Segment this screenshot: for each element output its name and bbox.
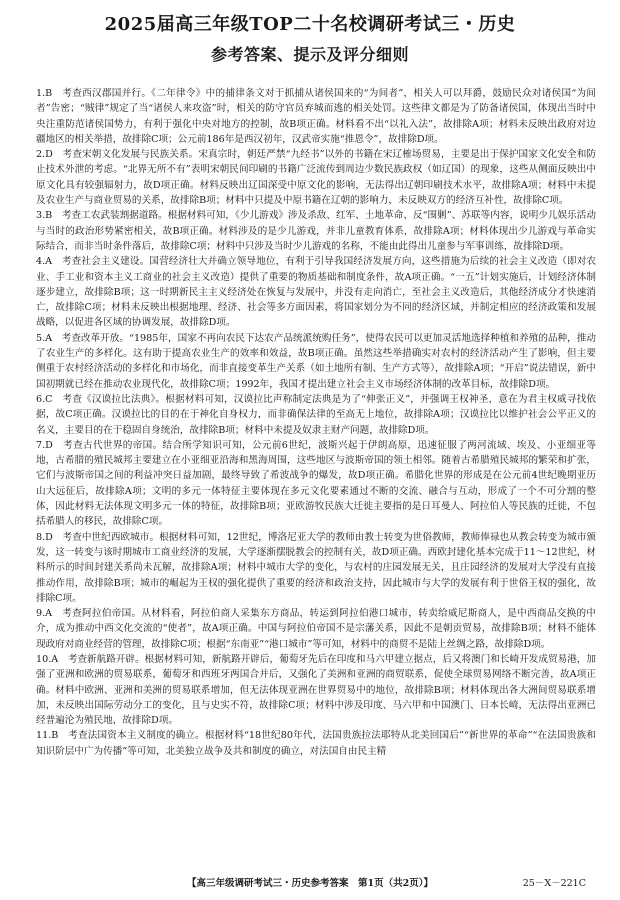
answer-text: 考查古代世界的帝国。结合所学知识可知，公元前6世纪，波斯兴起于伊朗高原，迅速征服了两河流域、埃及、小亚细亚等地，古希腊的殖民城邦主要建立在小亚细亚沿海和黑海周围，这些地区与波斯帝国的领土相邻。随着古希腊殖民城邦的繁荣和扩张，它们与波斯帝国之间的利益冲突日益加剧，最终导致了希波战争的爆发，故D项正确。希腊化世界的形成是在公元前4世纪晚期亚历山大远征后，故排除A项；文明的多元一体特征主要体现在多元文化要素通过不断的交流、融合与互动，形成了一个不可分割的整体，因此材料无法体现文明多元一体的特征，故排除B项；亚欧游牧民族大迁徙主要指的是日耳曼人、阿拉伯人等民族的迁徙，不包括希腊人的移民，故排除C项。 (36, 439, 597, 528)
answer-text: 考查工农武装割据道路。根据材料可知，《少儿游戏》涉及杀敌、红军、土地革命、反“围剿”、苏联等内容，说明少儿娱乐活动与当时的政治形势紧密相关，故B项正确。材料涉及的是少儿游戏，并非儿童教育体系，故排除A项；材料体现出少儿游戏与革命实际结合，而非当时条件落后，故排除C项；材料中只涉及当时少儿游戏的名称，不能由此得出儿童参与军事训练，故排除D项。 (36, 210, 597, 252)
answer-text: 考查法国资本主义制度的确立。根据材料“18世纪80年代，法国贵族拉法耶特从北美回国后”“新世界的革命”“在法国贵族和知识阶层中广为传播”等可知，北美独立战争及共和制度的确立，对法国自由民主精 (36, 730, 597, 757)
answer-text: 考查阿拉伯帝国。从材料看，阿拉伯商人采集东方商品，转运到阿拉伯港口城市，转卖给威尼斯商人，是中西商品交换的中介，成为推动中西文化交流的“使者”，故A项正确。中国与阿拉伯帝国不是宗藩关系，因此不是朝贡贸易，故排除B项；材料不能体现政府对商业经营的管理，故排除C项；根据“东南亚”“港口城市”等可知，材料中的商贸不是陆上丝绸之路，故排除D项。 (36, 608, 597, 650)
answer-text: 考查改革开放。“1985年，国家不再向农民下达农产品统派统购任务”，使得农民可以更加灵活地选择种植和养殖的品种，推动了农业生产的多样化。这有助于提高农业生产的效率和效益，故B项正确。虽然这些举措确实对农村的经济活动产生了影响，但主要侧重于农村经济活动的多样化和市场化，而非直接变革生产关系（如土地所有制、生产方式等），故排除A项；“开启”说法错误，新中国初期就已经在推动农业现代化，故排除C项；1992年，我国才提出建立社会主义市场经济体制的改革目标，故排除D项。 (36, 332, 596, 390)
answer-item-5 (36, 331, 596, 392)
answer-item-10 (36, 652, 596, 728)
answer-number: 5.A (36, 332, 53, 344)
answer-number: 6.C (36, 393, 53, 405)
answer-list (36, 86, 596, 759)
answer-number: 2.D (36, 149, 53, 161)
answer-number: 1.B (36, 88, 53, 99)
answer-item-6 (36, 392, 596, 438)
answer-text: 考查宋朝文化发展与民族关系。宋真宗时，朝廷严禁“九经书”以外的书籍在宋辽榷场贸易，主要是出于保护国家文化安全和防止技术外泄的考虑。“北界无所不有”表明宋朝民间印刷的书籍广泛流传到周边少数民族政权（如辽国）的现象，这些从侧面反映出中原文化具有较强辐射力，故D项正确。材料反映出辽国深受中原文化的影响，无法得出辽朝印刷技术水平，故排除A项；材料中未提及农业生产与商业贸易的关系，故排除B项；材料中只提及中原书籍在辽朝的影响力，未反映双方的经济互补性，故排除C项。 (36, 149, 596, 207)
answer-number: 4.A (36, 256, 53, 268)
answer-number: 10.A (36, 653, 59, 665)
answer-item-11 (36, 728, 596, 759)
answer-text: 考查西汉郡国并行。《二年律令》中的捕律条文对于抓捕从诸侯国来的“为间者”，相关人可以拜爵，鼓励民众对诸侯国“为间者”告密；“贼律”规定了当“诸侯人来攻盗”时，相关的防守官员弃城而逃的相关处罚。这些律文都是为了防备诸侯国，体现出当时中央注重防范诸侯国势力，有利于强化中央对地方的控制，故B项正确。材料看不出“以礼入法”，故排除A项；材料未反映出政府对边疆地区的相关举措，故排除C项；公元前186年是西汉初年，汉武帝实施“推恩令”，故排除D项。 (36, 88, 596, 145)
answer-item-7 (36, 438, 596, 530)
answer-text: 考查中世纪西欧城市。根据材料可知，12世纪，博洛尼亚大学的教师由教士转变为世俗教师，教师俸禄也从教会转变为城市颁发，这一转变与该时期城市工商业经济的发展，大学逐渐摆脱教会的控制有关，故D项正确。西欧封建化基本完成于11～12世纪，材料所示的时间封建关系尚未瓦解，故排除A项；材料中城市大学的变化，与农村的庄园发展无关，且庄园经济的发展对大学没有直接推动作用，故排除B项；城市的崛起为王权的强化提供了重要的经济和政治支持，因此城市与大学的发展有利于世俗王权的强化，故排除C项。 (36, 531, 596, 604)
footer-page-info: 【高三年级调研考试三・历史参考答案 第1页（共2页）】 (187, 878, 433, 889)
page-title: 2025届高三年级TOP二十名校调研考试三・历史 (104, 14, 516, 35)
answer-item-4 (36, 254, 596, 330)
answer-item-3 (36, 208, 596, 254)
answer-item-9 (36, 606, 596, 652)
answer-item-8 (36, 530, 596, 606)
answer-number: 7.D (36, 439, 53, 451)
answer-number: 3.B (36, 210, 53, 222)
page-subtitle: 参考答案、提示及评分细则 (210, 45, 409, 64)
answer-text: 考查新航路开辟。根据材料可知，新航路开辟后，葡萄牙先后在印度和马六甲建立据点，后又将澳门和长崎开发成贸易港，加强了亚洲和欧洲的贸易联系，葡萄牙和西班牙两国合并后，又强化了美洲和亚洲的商贸联系，促使全球贸易网络不断完善，故A项正确。材料中欧洲、亚洲和美洲的贸易联系增加，但无法体现亚洲在世界贸易中的地位，故排除B项；材料体现出各大洲间贸易联系增加，未反映出国际劳动分工的变化，且与史实不符，故排除C项；材料中涉及印度、马六甲和中国澳门、日本长崎，无法得出亚洲已经普遍沦为殖民地，故排除D项。 (36, 653, 597, 727)
answer-text: 考查《汉谟拉比法典》。根据材料可知，汉谟拉比声称制定法典是为了“伸张正义”，并强调王权神圣，意在为君主权威寻找依据，故C项正确。汉谟拉比的目的在于神化自身权力，而非确保法律的至高无上地位，故排除A项；汉谟拉比以维护社会公平正义的名义，主要目的在于稳固自身统治，故排除B项；材料中未提及奴隶主财产问题，故排除D项。 (36, 393, 597, 436)
answer-number: 8.D (36, 531, 53, 543)
answer-item-2 (36, 147, 596, 208)
answer-item-1 (36, 86, 596, 147)
answer-number: 11.B (36, 730, 59, 742)
footer-paper-code: 25－X－221C (522, 878, 586, 889)
answer-number: 9.A (36, 608, 53, 620)
answer-text: 考查社会主义建设。国营经济壮大并确立领导地位，有利于引导我国经济发展方向，这些措施为后续的社会主义改造（即对农业、手工业和资本主义工商业的社会主义改造）提供了重要的物质基础和制度条件，故A项正确。“一五”计划实施后，计划经济体制逐步建立，故排除B项；这一时期新民主主义经济处在恢复与发展中，并没有走向消亡，至社会主义改造后，其他经济成分才快速消亡，故排除C项；材料未反映出根据地理、经济、社会等多方面因素，将国家划分为不同的经济区域，并制定相应的经济政策和发展战略，以促进各区域的协调发展，故排除D项。 (36, 256, 597, 329)
